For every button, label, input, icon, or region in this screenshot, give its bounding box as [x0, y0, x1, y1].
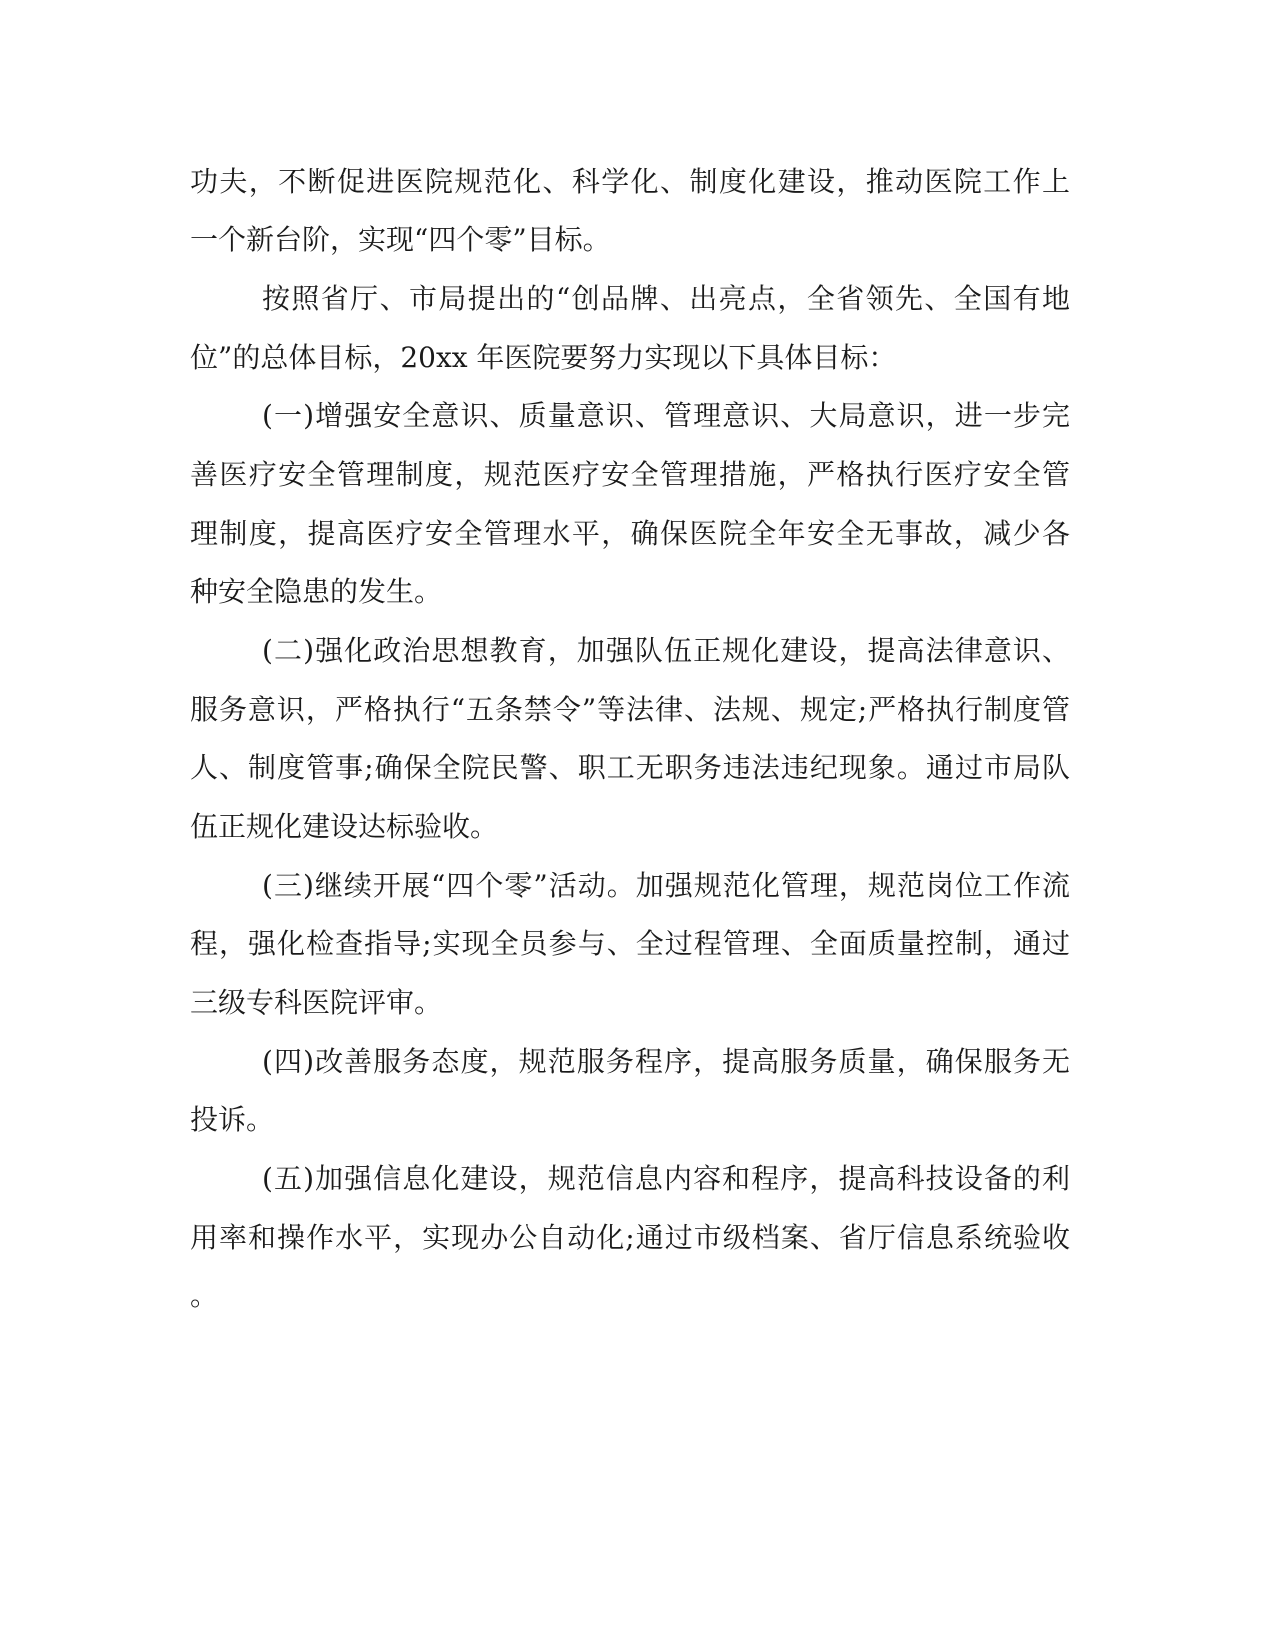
body-text-line: 位”的总体目标，20xx 年医院要努力实现以下具体目标： [190, 341, 897, 374]
body-text-line: 功夫，不断促进医院规范化、科学化、制度化建设，推动医院工作上 [190, 165, 1070, 198]
body-text-line: 人、制度管事;确保全院民警、职工无职务违法违纪现象。通过市局队 [190, 751, 1070, 784]
paragraph-first-line: 按照省厅、市局提出的“创品牌、出亮点，全省领先、全国有地 [262, 282, 1070, 315]
paragraph-first-line: (一)增强安全意识、质量意识、管理意识、大局意识，进一步完 [262, 399, 1070, 432]
body-text-line: 投诉。 [190, 1103, 275, 1136]
paragraph-first-line: (五)加强信息化建设，规范信息内容和程序，提高科技设备的利 [262, 1162, 1070, 1195]
body-text-line: 善医疗安全管理制度，规范医疗安全管理措施，严格执行医疗安全管 [190, 458, 1070, 491]
body-text-line: 理制度，提高医疗安全管理水平，确保医院全年安全无事故，减少各 [190, 517, 1070, 550]
paragraph-first-line: (三)继续开展“四个零”活动。加强规范化管理，规范岗位工作流 [262, 869, 1070, 902]
body-text-line: 用率和操作水平，实现办公自动化;通过市级档案、省厅信息系统验收 [190, 1221, 1070, 1254]
body-text-line: 种安全隐患的发生。 [190, 575, 443, 608]
paragraph-first-line: (四)改善服务态度，规范服务程序，提高服务质量，确保服务无 [262, 1045, 1070, 1078]
body-text-line: 一个新台阶，实现“四个零”目标。 [190, 223, 611, 256]
body-text-line: 。 [190, 1279, 219, 1312]
body-text-line: 三级专科医院评审。 [190, 986, 443, 1019]
body-text-line: 服务意识，严格执行“五条禁令”等法律、法规、规定;严格执行制度管 [190, 693, 1070, 726]
body-text-line: 伍正规化建设达标验收。 [190, 810, 499, 843]
paragraph-first-line: (二)强化政治思想教育，加强队伍正规化建设，提高法律意识、 [262, 634, 1070, 667]
body-text-line: 程，强化检查指导;实现全员参与、全过程管理、全面质量控制，通过 [190, 927, 1070, 960]
